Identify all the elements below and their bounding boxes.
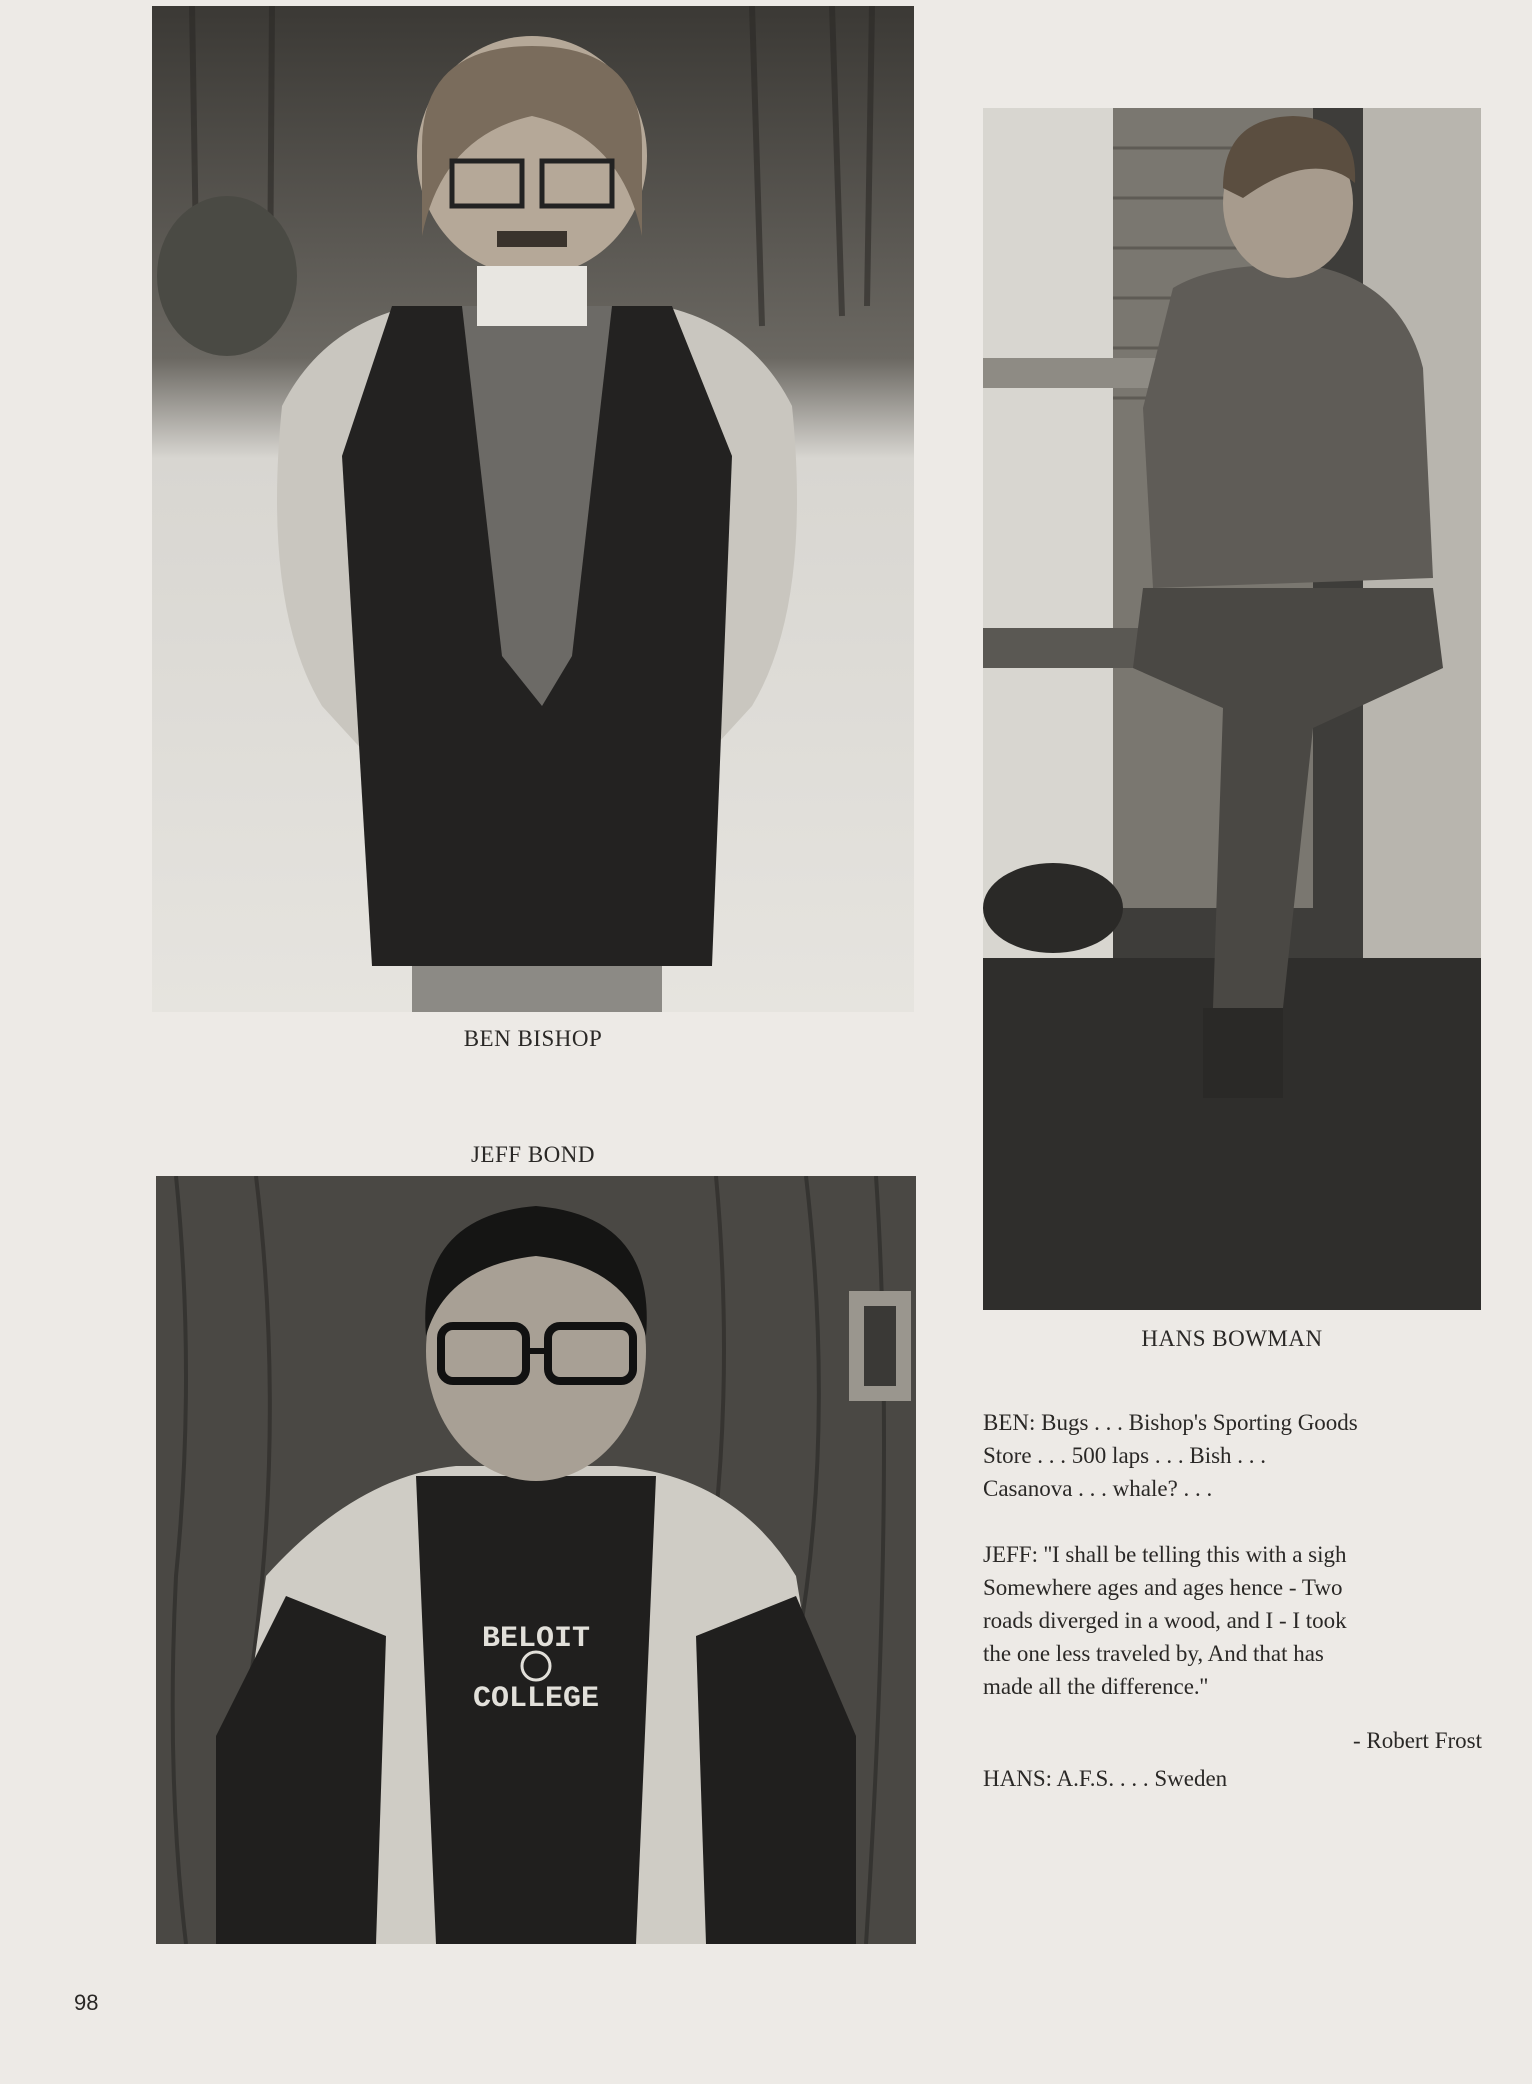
page-number: 98 (74, 1990, 99, 2015)
photo-hans-bowman (983, 108, 1481, 1310)
bio-jeff-attribution: - Robert Frost (1352, 1728, 1482, 1753)
bio-ben: BEN: Bugs . . . Bishop's Sporting Goods Store . . . 500 laps . . . Bish . . . Casanova . . . whale? . . . (983, 1410, 1358, 1501)
caption-hans-bowman: HANS BOWMAN (1141, 1326, 1323, 1351)
shirt-text-college: COLLEGE (472, 1682, 600, 1716)
caption-jeff-bond: JEFF BOND (470, 1142, 595, 1167)
bio-hans: HANS: A.F.S. . . . Sweden (983, 1766, 1228, 1791)
photo-jeff-bond (156, 1176, 916, 1944)
shirt-text-beloit: BELOIT (481, 1622, 591, 1656)
bio-jeff: JEFF: ''I shall be telling this with a sigh Somewhere ages and ages hence - Two roads diverged in a wood, and I - I took the one less traveled by, And that has made all the difference.'' (983, 1542, 1347, 1699)
caption-ben-bishop: BEN BISHOP (463, 1026, 603, 1051)
photo-ben-bishop (152, 6, 914, 1012)
